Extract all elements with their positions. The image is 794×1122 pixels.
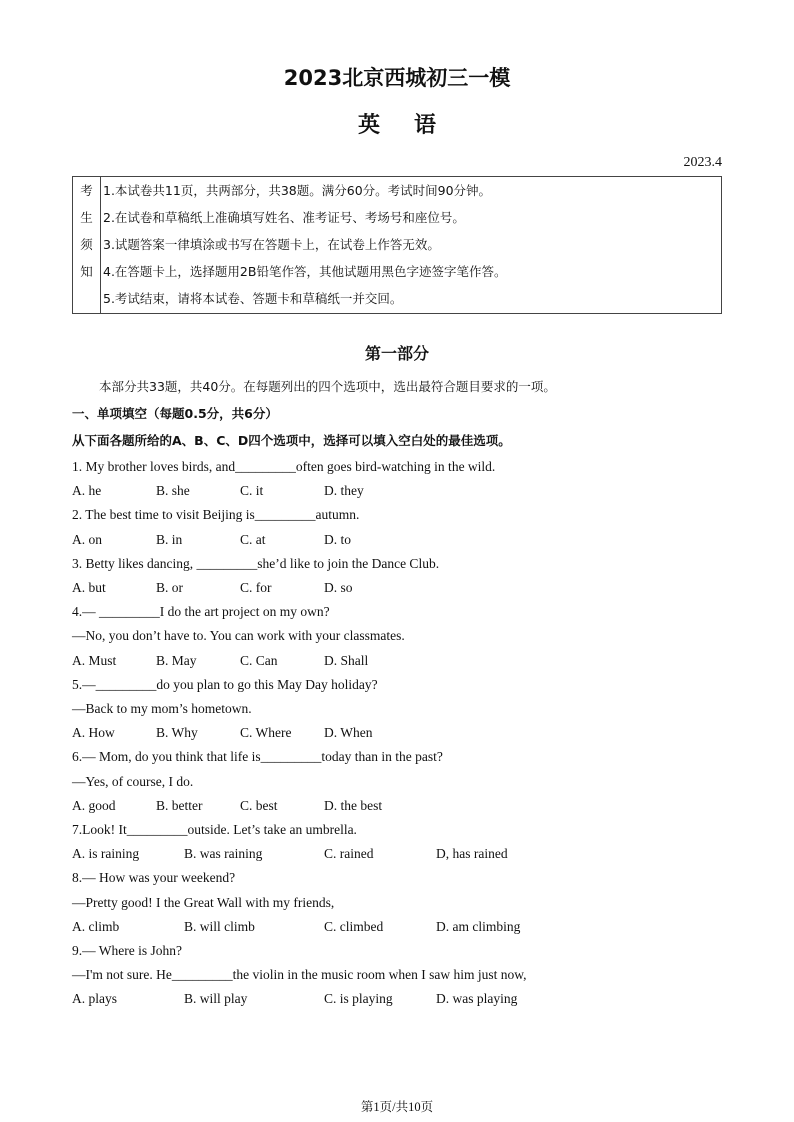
notice-items: [101, 177, 721, 313]
option-a[interactable]: A. Must: [72, 652, 117, 668]
option-a[interactable]: A. but: [72, 580, 106, 595]
option-c[interactable]: C. Can: [240, 652, 278, 668]
page-footer: 第1页/共10页: [360, 1100, 434, 1114]
option-d[interactable]: D. When: [324, 725, 373, 741]
question-stem: 5.—_________do you plan to go this May Day holiday?: [72, 676, 378, 692]
option-a[interactable]: A. he: [72, 483, 102, 499]
option-c[interactable]: C. at: [240, 531, 266, 547]
option-c[interactable]: C. it: [240, 483, 264, 499]
option-a[interactable]: A. good: [72, 797, 116, 813]
question-stem: 8.— How was your weekend?: [72, 870, 236, 886]
option-a[interactable]: A. climb: [72, 918, 120, 934]
question-options: [72, 578, 672, 598]
notice-label: [73, 177, 101, 313]
option-b[interactable]: B. in: [156, 531, 183, 547]
question-dialogue-line: —Yes, of course, I do.: [72, 773, 194, 789]
question-dialogue-line: —Back to my mom’s hometown.: [72, 701, 252, 716]
question-options: [72, 917, 672, 937]
question-stem: 1. My brother loves birds, and_________often goes bird-watching in the wild.: [72, 459, 496, 474]
exam-subject: 英语: [357, 113, 470, 138]
notice-item: 1.本试卷共11页，共两部分，共38题。满分60分。考试时间90分钟。: [103, 183, 492, 198]
option-c[interactable]: C. rained: [324, 846, 374, 862]
notice-label-char: 须: [80, 237, 93, 252]
notice-label-char: 考: [80, 183, 93, 198]
question-options: [72, 844, 672, 864]
exam-title: 2023北京西城初三一模: [283, 66, 511, 90]
question-dialogue-line: —Pretty good! I the Great Wall with my friends,: [72, 894, 335, 910]
option-b[interactable]: B. will play: [184, 991, 248, 1007]
option-b[interactable]: B. Why: [156, 725, 198, 741]
option-d[interactable]: D. to: [324, 531, 351, 547]
option-b[interactable]: B. was raining: [184, 846, 263, 862]
question-stem: 9.— Where is John?: [72, 943, 182, 958]
option-c[interactable]: C. best: [240, 797, 278, 813]
question-stem: 2. The best time to visit Beijing is_________autumn.: [72, 507, 360, 523]
question-options: [72, 989, 672, 1009]
question-dialogue-line: —I'm not sure. He_________the violin in the music room when I saw him just now,: [72, 967, 527, 983]
section-instructions: 从下面各题所给的A、B、C、D四个选项中，选择可以填入空白处的最佳选项。: [72, 433, 511, 448]
option-b[interactable]: B. better: [156, 797, 203, 813]
option-d[interactable]: D. was playing: [436, 991, 518, 1007]
option-a[interactable]: A. How: [72, 725, 115, 741]
option-a[interactable]: A. on: [72, 531, 102, 547]
question-options: [72, 796, 672, 816]
option-d[interactable]: D. so: [324, 580, 353, 595]
question-stem: 7.Look! It_________outside. Let’s take an umbrella.: [72, 822, 357, 837]
option-b[interactable]: B. May: [156, 652, 197, 668]
option-d[interactable]: D. am climbing: [436, 918, 521, 934]
question-options: [72, 723, 672, 743]
notice-box: [72, 176, 722, 314]
option-c[interactable]: C. is playing: [324, 991, 393, 1007]
exam-date: 2023.4: [683, 155, 722, 170]
option-c[interactable]: C. climbed: [324, 918, 384, 934]
notice-label-char: 知: [80, 264, 93, 279]
option-d[interactable]: D. the best: [324, 797, 383, 813]
part-title: 第一部分: [364, 344, 429, 363]
question-options: [72, 651, 672, 671]
section-title: 一、单项填空（每题0.5分，共6分）: [72, 406, 278, 421]
option-c[interactable]: C. Where: [240, 725, 292, 741]
question-dialogue-line: —No, you don’t have to. You can work with your classmates.: [72, 628, 405, 644]
option-b[interactable]: B. will climb: [184, 918, 255, 934]
option-d[interactable]: D. Shall: [324, 652, 369, 668]
option-d[interactable]: D, has rained: [436, 846, 508, 862]
notice-item: 5.考试结束，请将本试卷、答题卡和草稿纸一并交回。: [103, 291, 403, 306]
question-stem: 4.— _________I do the art project on my own?: [72, 604, 330, 620]
part-intro: 本部分共33题，共40分。在每题列出的四个选项中，选出最符合题目要求的一项。: [99, 379, 556, 394]
notice-label-char: 生: [80, 210, 93, 225]
option-b[interactable]: B. or: [156, 580, 183, 595]
option-a[interactable]: A. plays: [72, 991, 117, 1007]
option-d[interactable]: D. they: [324, 483, 364, 499]
question-stem: 6.— Mom, do you think that life is_________today than in the past?: [72, 749, 443, 765]
question-stem: 3. Betty likes dancing, _________she’d like to join the Dance Club.: [72, 555, 440, 571]
notice-item: 4.在答题卡上，选择题用2B铅笔作答，其他试题用黑色字迹签字笔作答。: [103, 264, 507, 279]
option-a[interactable]: A. is raining: [72, 846, 140, 862]
option-c[interactable]: C. for: [240, 580, 272, 595]
question-options: [72, 481, 672, 501]
option-b[interactable]: B. she: [156, 483, 190, 499]
notice-item: 2.在试卷和草稿纸上准确填写姓名、准考证号、考场号和座位号。: [103, 210, 465, 225]
question-options: [72, 530, 672, 550]
notice-item: 3.试题答案一律填涂或书写在答题卡上，在试卷上作答无效。: [103, 237, 440, 252]
